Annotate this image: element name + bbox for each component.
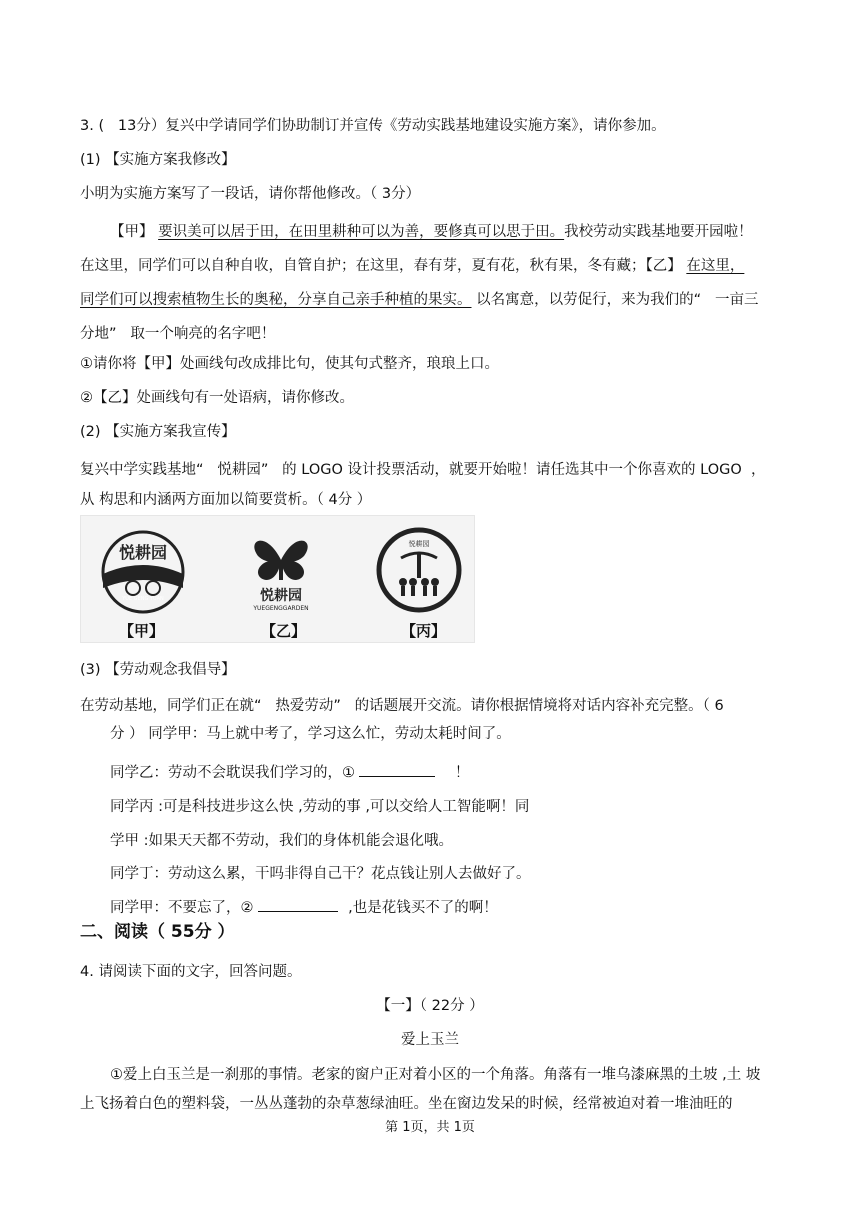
logo-yi-name: 悦耕园 xyxy=(260,588,302,604)
logo-bing-label: 【丙】 xyxy=(401,622,447,640)
dialogue-ding: 同学丁：劳动这么累，干吗非得自己干？花点钱让别人去做好了。 xyxy=(110,866,531,882)
answer-blank-2[interactable] xyxy=(258,897,338,912)
answer-blank-1[interactable] xyxy=(359,762,435,777)
jia-paragraph-line xyxy=(110,222,753,242)
article-para-1-line-2: 上飞扬着白色的塑料袋，一丛丛蓬勃的杂草葱绿油旺。坐在窗边发呆的时候，经常被迫对着一堆油旺的 xyxy=(80,1096,733,1112)
part-3-line-1: 在劳动基地，同学们正在就“ 热爱劳动” 的话题展开交流。请你根据情境将对话内容补充完整。（ 6 xyxy=(80,698,724,714)
page-footer: 第 1页，共 1页 xyxy=(385,1120,475,1135)
yi-underlined-part-2: 同学们可以搜索植物生长的奥秘，分享自己亲手种植的果实。 xyxy=(80,292,472,308)
part-3-heading: (3) 【劳动观念我倡导】 xyxy=(80,662,236,678)
task-2: ②【乙】处画线句有一处语病，请你修改。 xyxy=(80,390,354,406)
dialogue-jia-3-text: 同学甲：不要忘了，② xyxy=(110,900,254,916)
question-3-title: 3. ( 13分）复兴中学请同学们协助制订并宣传《劳动实践基地建设实施方案》，请你参加。 xyxy=(80,118,666,134)
logo-yi-sub: YUEGENGGARDEN xyxy=(253,605,309,612)
part-2-line-1: 复兴中学实践基地“ 悦耕园” 的 LOGO 设计投票活动，就要开始啦！请任选其中一个你喜欢的 LOGO ， xyxy=(80,462,766,478)
dialogue-jia-2: 学甲 :如果天天都不劳动，我们的身体机能会退化哦。 xyxy=(110,833,453,849)
logo-bing-top-text: 悦耕园 xyxy=(408,540,430,548)
dialogue-bing: 同学丙 :可是科技进步这么快 ,劳动的事 ,可以交给人工智能啊！同 xyxy=(110,799,530,815)
dialogue-yi xyxy=(110,762,469,783)
paragraph-line-3 xyxy=(80,290,758,310)
logo-yi-icon xyxy=(236,520,326,616)
jia-label: 【甲】 xyxy=(110,224,154,240)
logo-jia-icon xyxy=(93,526,193,618)
dialogue-yi-end: ！ xyxy=(454,765,470,781)
logo-bing-icon xyxy=(371,524,467,618)
part-1-intro: 小明为实施方案写了一段话，请你帮他修改。（ 3分） xyxy=(80,186,421,202)
line2-text: 在这里，同学们可以自种自收，自管自护；在这里，春有芽，夏有花，秋有果，冬有藏；【乙】 xyxy=(80,258,682,274)
logo-jia-sub-text: YUE GENG YUAN xyxy=(122,596,164,602)
part-label: 【一】（ 22分 ） xyxy=(376,998,484,1014)
part-1-heading: (1) 【实施方案我修改】 xyxy=(80,152,236,168)
dialogue-jia-3 xyxy=(110,897,498,918)
article-para-1-line-1: ①爱上白玉兰是一刹那的事情。老家的窗户正对着小区的一个角落。角落有一堆乌漆麻黑的土坡 ,土 坡 xyxy=(110,1067,761,1083)
dialogue-yi-text: 同学乙：劳动不会耽误我们学习的，① xyxy=(110,765,355,781)
logo-yi-label: 【乙】 xyxy=(261,622,307,640)
jia-after-text: 我校劳动实践基地要开园啦！ xyxy=(564,224,753,240)
yi-underlined-part-1: 在这里， xyxy=(686,258,745,274)
part-2-line-2: 从 构思和内涵两方面加以简要赏析。（ 4分 ） xyxy=(80,492,372,508)
line3-after: 以名寓意，以劳促行，来为我们的“ 一亩三 xyxy=(476,292,759,308)
jia-underlined-sentence: 要识美可以居于田，在田里耕种可以为善，要修真可以思于田。 xyxy=(158,224,565,240)
dialogue-jia-3-end: ,也是花钱买不了的啊！ xyxy=(348,900,498,916)
question-4-prompt: 4. 请阅读下面的文字，回答问题。 xyxy=(80,964,302,980)
paragraph-line-2 xyxy=(80,256,744,276)
task-1: ①请你将【甲】处画线句改成排比句，使其句式整齐，琅琅上口。 xyxy=(80,356,499,372)
article-title: 爱上玉兰 xyxy=(401,1032,459,1048)
section-2-title: 二、阅读（ 55分 ） xyxy=(80,922,235,942)
part-2-heading: (2) 【实施方案我宣传】 xyxy=(80,424,236,440)
logo-jia-label: 【甲】 xyxy=(119,622,165,640)
logo-options-image xyxy=(80,515,475,643)
paragraph-line-4: 分地” 取一个响亮的名字吧！ xyxy=(80,326,276,342)
part-3-line-2: 分 ） 同学甲：马上就中考了，学习这么忙，劳动太耗时间了。 xyxy=(110,726,511,742)
logo-jia-arc-text: 悦耕园 xyxy=(118,543,168,562)
